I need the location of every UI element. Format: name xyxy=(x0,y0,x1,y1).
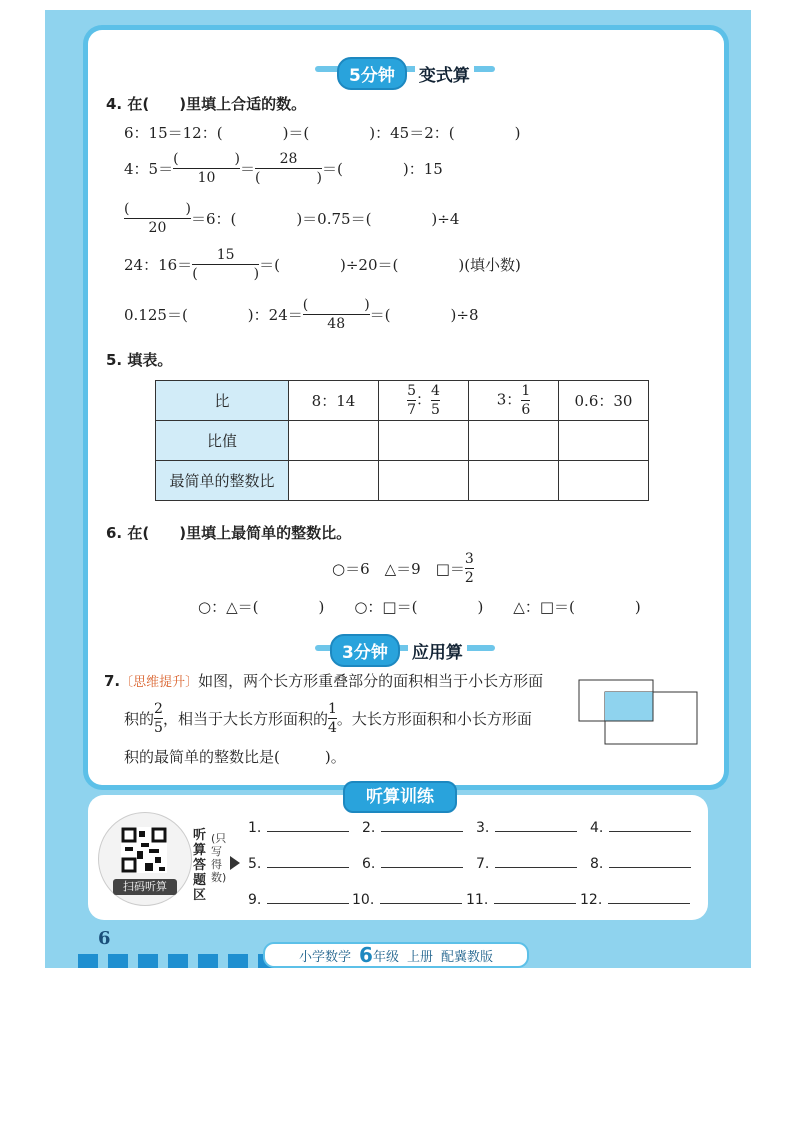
footer-grade-number: 6 xyxy=(359,943,373,967)
answer-cell[interactable] xyxy=(559,421,649,461)
answer-line[interactable] xyxy=(381,831,463,832)
fraction xyxy=(255,150,322,187)
denominator: 20 xyxy=(148,220,167,236)
decorative-stripes xyxy=(78,954,278,968)
q5-title: 5. 填表。 xyxy=(106,351,173,369)
denominator: 4 xyxy=(327,720,337,736)
page-number: 6 xyxy=(98,928,111,949)
question-number: 7. xyxy=(104,672,121,690)
q4-line1: 6：15＝12：( )＝( )：45＝2：( ) xyxy=(124,124,521,142)
listening-title: 听算训练 xyxy=(343,781,457,813)
answer-number: 5. xyxy=(248,856,262,872)
answer-line[interactable] xyxy=(267,903,349,904)
text: 3： xyxy=(496,390,522,409)
footer-banner xyxy=(263,942,529,968)
answer-line[interactable] xyxy=(380,903,462,904)
q4-line4 xyxy=(124,246,521,283)
fraction xyxy=(154,700,163,737)
answer-line[interactable] xyxy=(608,903,690,904)
answer-slot[interactable] xyxy=(466,892,576,908)
answer-slot[interactable] xyxy=(590,820,691,836)
table-row xyxy=(156,461,649,501)
answer-line[interactable] xyxy=(494,903,576,904)
answer-number: 2. xyxy=(362,820,376,836)
answer-slot[interactable] xyxy=(362,856,463,872)
q4-title: 4. 在( )里填上合适的数。 xyxy=(106,95,307,113)
answer-line[interactable] xyxy=(609,867,691,868)
q7-line2 xyxy=(124,700,532,737)
answer-slot[interactable] xyxy=(248,892,349,908)
section-header-2 xyxy=(330,634,467,667)
section-title: 应用算 xyxy=(408,638,467,663)
answer-cell[interactable] xyxy=(289,461,379,501)
denominator: 48 xyxy=(327,316,346,332)
fraction xyxy=(407,382,416,419)
section-time-badge: 5分钟 xyxy=(337,57,407,90)
denominator: 10 xyxy=(197,170,216,186)
numerator: ( ) xyxy=(173,151,241,167)
fraction xyxy=(192,246,259,283)
answer-line[interactable] xyxy=(267,867,349,868)
fraction xyxy=(328,700,337,737)
answer-number: 6. xyxy=(362,856,376,872)
text: 如图，两个长方形重叠部分的面积相当于小长方形面 xyxy=(198,672,544,690)
section-title: 变式算 xyxy=(415,61,474,86)
answer-number: 1. xyxy=(248,820,262,836)
answer-number: 4. xyxy=(590,820,604,836)
fraction xyxy=(431,382,440,419)
footer-volume: 上册 xyxy=(406,949,433,965)
answer-cell[interactable] xyxy=(289,421,379,461)
answer-cell[interactable] xyxy=(379,421,469,461)
text: ： xyxy=(415,390,431,409)
section-header-1 xyxy=(337,57,474,90)
table-row xyxy=(156,421,649,461)
denominator: ( ) xyxy=(255,170,322,186)
numerator: ( ) xyxy=(124,201,191,217)
q4-line5 xyxy=(124,296,479,333)
table-row xyxy=(156,381,649,421)
q6-title: 6. 在( )里填上最简单的整数比。 xyxy=(106,524,352,542)
numerator: 3 xyxy=(464,551,474,567)
answer-number: 7. xyxy=(476,856,490,872)
footer-subject: 小学数学 xyxy=(299,949,352,965)
qr-code-icon xyxy=(121,827,167,873)
answer-line[interactable] xyxy=(609,831,691,832)
answer-number: 9. xyxy=(248,892,262,908)
row-header: 比值 xyxy=(156,421,289,461)
numerator: 1 xyxy=(327,701,337,717)
qr-label: 扫码听算 xyxy=(113,879,177,895)
answer-number: 12. xyxy=(580,892,603,908)
answer-number: 8. xyxy=(590,856,604,872)
q6-answers: ○：△＝( ) ○：□＝( ) △：□＝( ) xyxy=(198,598,641,616)
numerator: 5 xyxy=(407,383,416,399)
fraction xyxy=(124,200,191,237)
answer-slot[interactable] xyxy=(362,820,463,836)
table-cell: 0.6：30 xyxy=(559,381,649,421)
answer-area-note: (只写得数) xyxy=(211,832,227,884)
answer-cell[interactable] xyxy=(469,421,559,461)
answer-line[interactable] xyxy=(495,831,577,832)
denominator: 6 xyxy=(521,402,531,418)
answer-slot[interactable] xyxy=(476,856,577,872)
q7-line3: 积的最简单的整数比是( )。 xyxy=(124,748,346,766)
row-header: 比 xyxy=(156,381,289,421)
table-cell: 8：14 xyxy=(289,381,379,421)
text: ＝( )÷20＝( )(填小数) xyxy=(259,256,521,274)
answer-line[interactable] xyxy=(267,831,349,832)
qr-code-area[interactable] xyxy=(98,812,192,906)
answer-slot[interactable] xyxy=(580,892,690,908)
q4-line2 xyxy=(124,150,443,187)
answer-slot[interactable] xyxy=(476,820,577,836)
denominator: ( ) xyxy=(192,266,260,282)
answer-line[interactable] xyxy=(381,867,463,868)
fraction xyxy=(465,550,474,587)
answer-line[interactable] xyxy=(495,867,577,868)
footer-edition: 配冀教版 xyxy=(440,949,493,965)
row-header: 最简单的整数比 xyxy=(156,461,289,501)
overlap-region xyxy=(605,692,653,721)
denominator: 5 xyxy=(154,720,163,736)
q4-line3 xyxy=(124,200,459,237)
denominator: 7 xyxy=(407,402,416,418)
text: ＝ xyxy=(240,160,256,178)
text: 。大长方形面积和小长方形面 xyxy=(336,710,532,728)
answer-number: 3. xyxy=(476,820,490,836)
answer-number: 11. xyxy=(466,892,489,908)
text: 4：5＝ xyxy=(124,160,174,178)
arrow-right-icon xyxy=(230,856,240,870)
numerator: 28 xyxy=(279,151,298,167)
footer-grade: 年级 xyxy=(372,949,399,965)
text: ○＝6 △＝9 □＝ xyxy=(332,560,465,578)
answer-slot[interactable] xyxy=(248,856,349,872)
answer-cell[interactable] xyxy=(379,461,469,501)
denominator: 2 xyxy=(464,570,474,586)
numerator: 15 xyxy=(216,247,235,263)
text: 24：16＝ xyxy=(124,256,193,274)
denominator: 5 xyxy=(431,402,440,418)
text: ＝( )：15 xyxy=(321,160,443,178)
text: 0.125＝( )：24＝ xyxy=(124,306,303,324)
rectangles-figure xyxy=(575,676,700,748)
answer-slot[interactable] xyxy=(352,892,462,908)
section-time-badge: 3分钟 xyxy=(330,634,400,667)
answer-cell[interactable] xyxy=(469,461,559,501)
answer-area-label: 听算答题区 xyxy=(193,828,207,903)
answer-cell[interactable] xyxy=(559,461,649,501)
q7-line1 xyxy=(104,671,584,693)
numerator: 4 xyxy=(431,383,440,399)
q6-given xyxy=(332,550,474,587)
answer-slot[interactable] xyxy=(590,856,691,872)
text: ，相当于大长方形面积的 xyxy=(162,710,328,728)
text: 积的 xyxy=(124,710,155,728)
table-cell xyxy=(379,381,469,421)
ratio-table xyxy=(155,380,649,501)
fraction xyxy=(303,296,370,333)
numerator: ( ) xyxy=(302,297,370,313)
answer-number: 10. xyxy=(352,892,375,908)
thinking-tag: 〔思维提升〕 xyxy=(120,675,199,690)
text: ＝( )÷8 xyxy=(369,306,479,324)
table-cell xyxy=(469,381,559,421)
numerator: 1 xyxy=(521,383,531,399)
answer-slot[interactable] xyxy=(248,820,349,836)
text: ＝6：( )＝0.75＝( )÷4 xyxy=(190,210,460,228)
fraction xyxy=(521,382,530,419)
numerator: 2 xyxy=(154,701,163,717)
fraction xyxy=(173,150,240,187)
